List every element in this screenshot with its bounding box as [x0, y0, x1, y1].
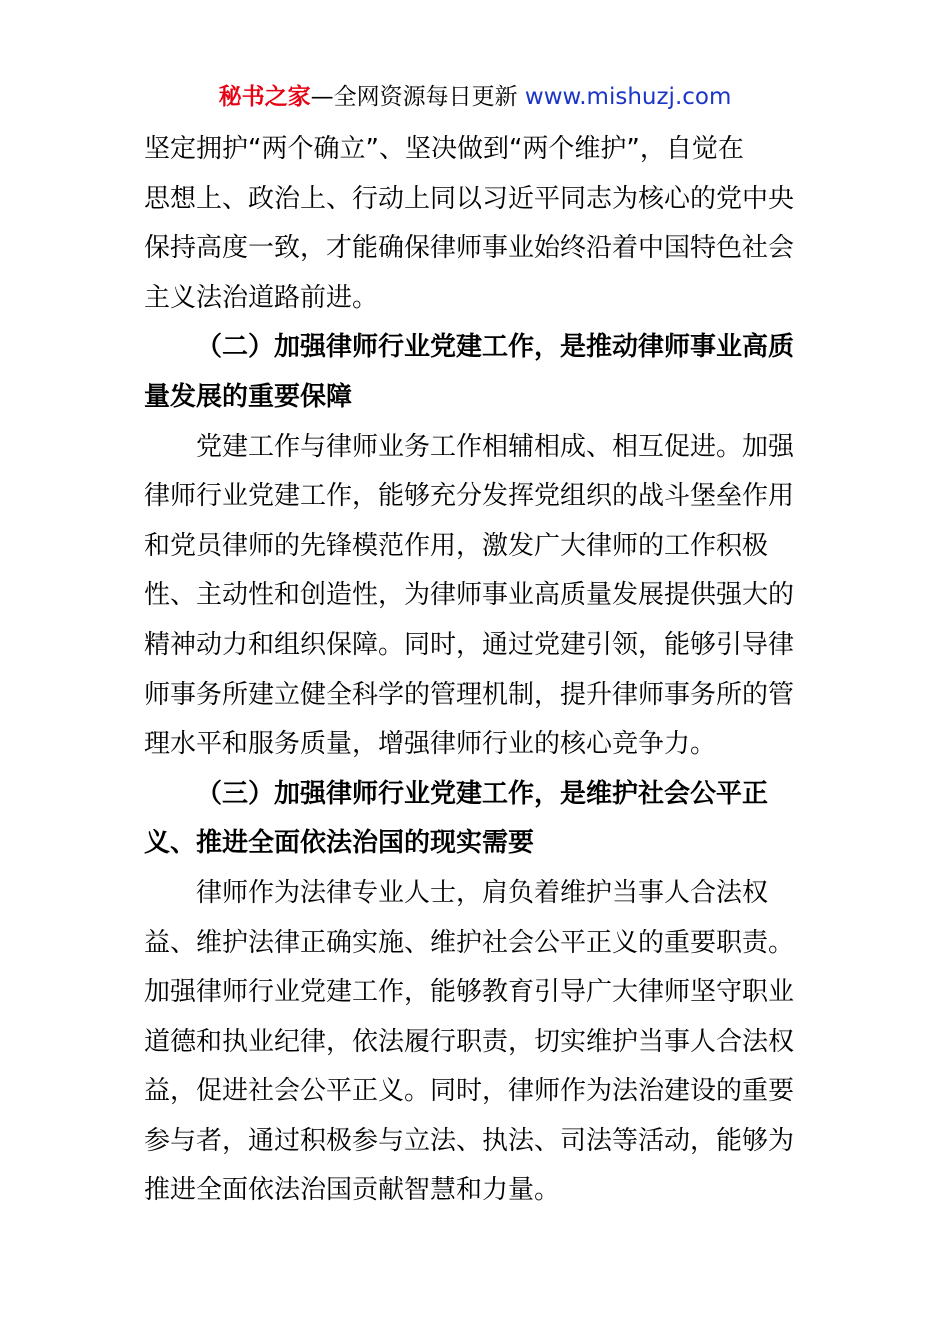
- text-line: 师事务所建立健全科学的管理机制，提升律师事务所的管: [144, 679, 795, 710]
- brand-name: 秘书之家: [218, 84, 311, 110]
- section-heading-2-cont: 量发展的重要保障: [144, 381, 353, 412]
- paragraph-start: 党建工作与律师业务工作相辅相成、相互促进。加强: [196, 431, 795, 462]
- page-header: [0, 82, 950, 112]
- text-line: 道德和执业纪律，依法履行职责，切实维护当事人合法权: [144, 1026, 795, 1057]
- document-body: [144, 125, 810, 1216]
- text-line: 性、主动性和创造性，为律师事业高质量发展提供强大的: [144, 580, 795, 611]
- text-line: 和党员律师的先锋模范作用，激发广大律师的工作积极: [144, 530, 769, 561]
- text-line: 推进全面依法治国贡献智慧和力量。: [144, 1175, 561, 1206]
- text-line: 理水平和服务质量，增强律师行业的核心竞争力。: [144, 729, 717, 760]
- text-line: 加强律师行业党建工作，能够教育引导广大律师坚守职业: [144, 977, 795, 1008]
- section-heading-3-cont: 义、推进全面依法治国的现实需要: [144, 828, 535, 859]
- text-line: 律师行业党建工作，能够充分发挥党组织的战斗堡垒作用: [144, 481, 795, 512]
- text-line: 保持高度一致，才能确保律师事业始终沿着中国特色社会: [144, 233, 795, 264]
- section-heading-2: （二）加强律师行业党建工作，是推动律师事业高质: [196, 332, 795, 363]
- header-tagline: —全网资源每日更新: [310, 84, 525, 110]
- text-line: 参与者，通过积极参与立法、执法、司法等活动，能够为: [144, 1125, 795, 1156]
- text-line: 精神动力和组织保障。同时，通过党建引领，能够引导律: [144, 629, 795, 660]
- paragraph-start: 律师作为法律专业人士，肩负着维护当事人合法权: [196, 877, 769, 908]
- text-line: 主义法治道路前进。: [144, 282, 379, 313]
- text-line: 坚定拥护“两个确立”、坚决做到“两个维护”，自觉在: [144, 134, 744, 164]
- text-line: 益，促进社会公平正义。同时，律师作为法治建设的重要: [144, 1076, 795, 1107]
- text-line: 思想上、政治上、行动上同以习近平同志为核心的党中央: [144, 183, 795, 214]
- section-heading-3: （三）加强律师行业党建工作，是维护社会公平正: [196, 778, 769, 809]
- site-url: www.mishuzj.com: [524, 84, 732, 110]
- text-line: 益、维护法律正确实施、维护社会公平正义的重要职责。: [144, 927, 795, 958]
